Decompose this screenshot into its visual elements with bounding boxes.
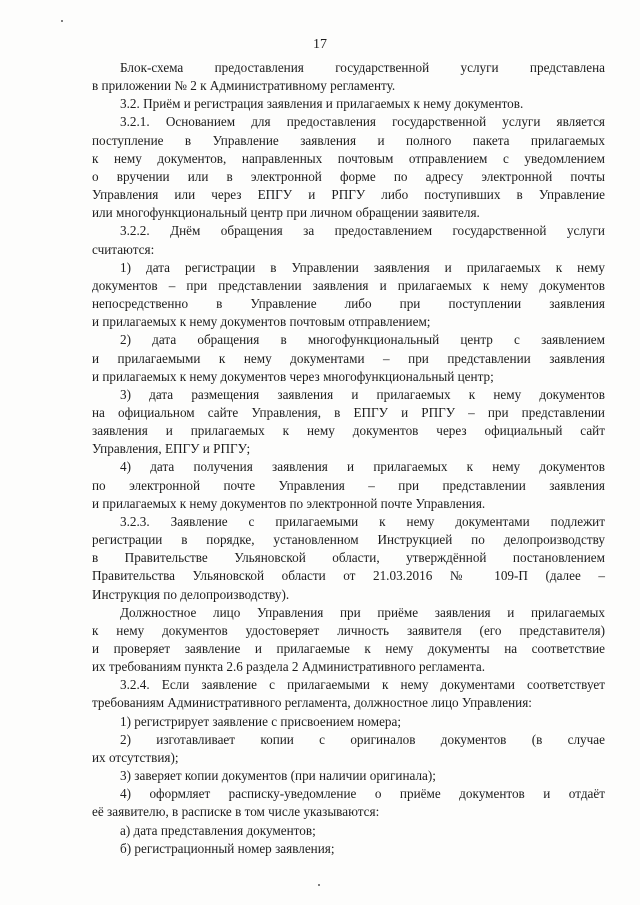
page-number: 17: [313, 37, 327, 52]
paragraph: [92, 713, 605, 731]
paragraph-line: требованиям Административного регламента, должностное лицо Управления:: [92, 695, 532, 711]
paragraph-line: непосредственно в Управление либо при поступлении заявления: [92, 296, 605, 312]
paragraph-line: по электронной почте Управления – при представлении заявления: [92, 477, 605, 493]
paragraph-line: и прилагаемых к нему документов почтовым отправлением;: [92, 314, 431, 330]
paragraph-line: 1) дата регистрации в Управлении заявления и прилагаемых к нему: [120, 259, 605, 275]
paragraph-line: или многофункциональный центр при личном обращении заявителя.: [92, 205, 480, 221]
paragraph: [92, 458, 605, 512]
paragraph-line: к нему документов, направленных почтовым отправлением с уведомлением: [92, 150, 605, 166]
paragraph-line: 3.2.1. Основанием для предоставления государственной услуги является: [120, 114, 605, 130]
paragraph-line: а) дата представления документов;: [120, 822, 316, 838]
paragraph: [92, 785, 605, 821]
paragraph: [92, 95, 605, 113]
paragraph-line: Инструкция по делопроизводству).: [92, 586, 290, 602]
paragraph-line: регистрации в порядке, установленном Инструкцией по делопроизводству: [92, 532, 605, 548]
paragraph: [92, 113, 605, 222]
paragraph-line: Правительства Ульяновской области от 21.03.2016 № 109-П (далее –: [92, 568, 605, 584]
paragraph-line: о вручении или в электронной форме по адресу электронной почты: [92, 168, 605, 184]
paragraph-line: их требованиям пункта 2.6 раздела 2 Административного регламента.: [92, 659, 486, 675]
paragraph-line: их отсутствия);: [92, 749, 179, 765]
paragraph-line: 2) изготавливает копии с оригиналов документов (в случае: [120, 731, 605, 747]
paragraph-line: и прилагаемыми к нему документами – при представлении заявления: [92, 350, 605, 366]
paragraph-line: 3) заверяет копии документов (при наличии оригинала);: [120, 768, 436, 784]
paragraph: [92, 331, 605, 385]
scan-speck: [61, 20, 63, 22]
paragraph: [92, 676, 605, 712]
paragraph-line: б) регистрационный номер заявления;: [120, 840, 335, 856]
paragraph-line: и проверяет заявление и прилагаемые к нему документы на соответствие: [92, 641, 605, 656]
scan-speck: [318, 884, 320, 886]
paragraph-line: Должностное лицо Управления при приёме заявления и прилагаемых: [120, 604, 605, 620]
paragraph-line: Блок-схема предоставления государственной услуги представлена: [120, 60, 605, 75]
paragraph-line: к нему документов удостоверяет личность заявителя (его представителя): [92, 622, 605, 638]
paragraph-line: 3.2. Приём и регистрация заявления и прилагаемых к нему документов.: [120, 96, 524, 112]
paragraph-line: её заявителю, в расписке в том числе указываются:: [92, 804, 380, 820]
paragraph: [92, 822, 605, 840]
paragraph: [92, 59, 605, 95]
paragraph-line: 4) дата получения заявления и прилагаемых к нему документов: [120, 459, 605, 475]
paragraph-line: Управления, ЕПГУ и РПГУ;: [92, 441, 251, 457]
paragraph-line: и прилагаемых к нему документов через многофункциональный центр;: [92, 368, 494, 384]
paragraph: [92, 840, 605, 858]
paragraph-line: 2) дата обращения в многофункциональный центр с заявлением: [120, 332, 605, 348]
document-body: [92, 59, 605, 858]
paragraph: [92, 386, 605, 459]
paragraph-line: 3.2.3. Заявление с прилагаемыми к нему документами подлежит: [120, 513, 605, 529]
paragraph: [92, 222, 605, 258]
paragraph-line: поступление в Управление заявления и полного пакета прилагаемых: [92, 132, 605, 148]
paragraph-line: 3.2.2. Днём обращения за предоставлением государственной услуги: [120, 223, 605, 239]
paragraph-line: Управления или через ЕПГУ и РПГУ либо поступивших в Управление: [92, 187, 605, 203]
paragraph-line: 4) оформляет расписку-уведомление о приёме документов и отдаёт: [120, 786, 605, 802]
paragraph-line: на официальном сайте Управления, в ЕПГУ и РПГУ – при представлении: [92, 404, 605, 420]
paragraph-line: и прилагаемых к нему документов по электронной почте Управления.: [92, 495, 486, 511]
paragraph: [92, 767, 605, 785]
paragraph: [92, 604, 605, 677]
paragraph-line: в Правительстве Ульяновской области, утверждённой постановлением: [92, 550, 605, 566]
paragraph-line: 1) регистрирует заявление с присвоением номера;: [120, 713, 402, 729]
paragraph: [92, 513, 605, 604]
paragraph: [92, 259, 605, 332]
paragraph-line: 3.2.4. Если заявление с прилагаемыми к нему документами соответствует: [120, 677, 605, 693]
paragraph-line: считаются:: [92, 241, 155, 257]
paragraph-line: документов – при представлении заявления и прилагаемых к нему документов: [92, 277, 605, 293]
paragraph-line: заявления и прилагаемых к нему документов через официальный сайт: [92, 423, 605, 439]
paragraph-line: 3) дата размещения заявления и прилагаемых к нему документов: [120, 386, 605, 402]
paragraph-line: в приложении № 2 к Административному регламенту.: [92, 78, 396, 94]
paragraph: [92, 731, 605, 767]
